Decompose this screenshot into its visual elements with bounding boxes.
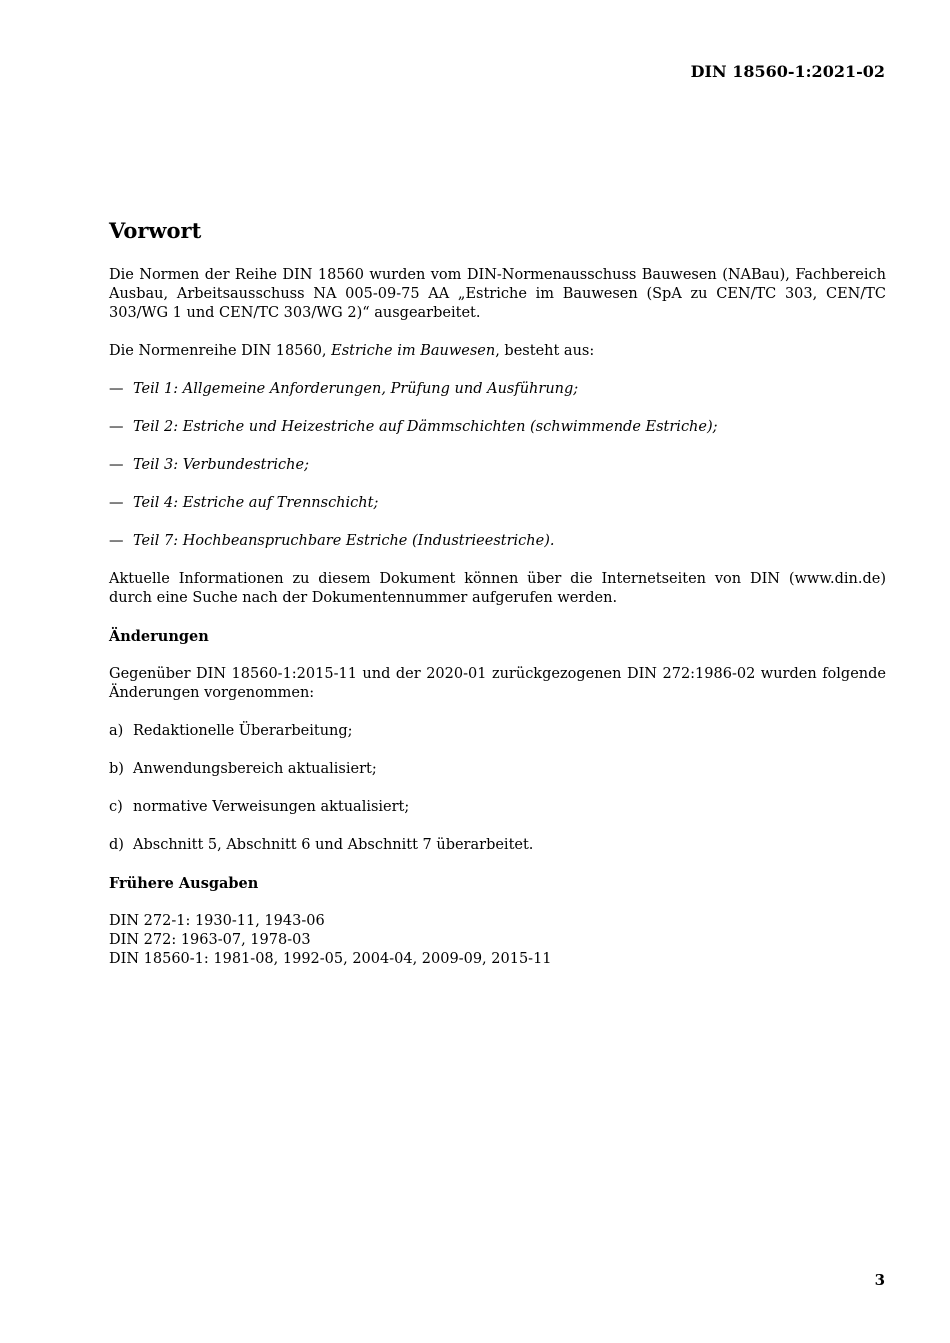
list-marker: — [109, 419, 124, 435]
list-marker: — [109, 457, 124, 473]
list-item [109, 456, 886, 475]
editions-heading: Frühere Ausgaben [109, 875, 259, 892]
list-item-text: Teil 3: Verbundestriche; [133, 457, 309, 473]
series-paragraph [109, 342, 886, 361]
intro-paragraph: Die Normen der Reihe DIN 18560 wurden vom DIN-Normenausschuss Bauwesen (NABau), Fachbereich Ausbau, Arbeitsausschuss NA 005-09-75 AA „Estriche im Bauwesen (SpA zu CEN/TC 303, CEN/TC 303/WG 1 und CEN/TC 303/WG 2)“ ausgearbeitet. [109, 267, 886, 321]
list-marker: c) [109, 799, 123, 815]
list-item-text: Abschnitt 5, Abschnitt 6 und Abschnitt 7 überarbeitet. [133, 837, 534, 853]
edition-line: DIN 272: 1963-07, 1978-03 [109, 932, 311, 948]
page-title: Vorwort [109, 218, 202, 243]
info-paragraph: Aktuelle Informationen zu diesem Dokument können über die Internetseiten von DIN (www.din.de) durch eine Suche nach der Dokumentennummer aufgerufen werden. [109, 571, 886, 606]
foreword-section [109, 218, 886, 969]
list-marker: a) [109, 723, 124, 739]
edition-line: DIN 272-1: 1930-11, 1943-06 [109, 913, 325, 929]
list-item [109, 494, 886, 513]
list-item-text: Teil 4: Estriche auf Trennschicht; [133, 495, 379, 511]
list-item-text: Teil 7: Hochbeanspruchbare Estriche (Industrieestriche). [133, 533, 555, 549]
list-marker: d) [109, 837, 124, 853]
list-item-text: Redaktionelle Überarbeitung; [133, 723, 353, 739]
list-item [109, 722, 886, 741]
edition-line: DIN 18560-1: 1981-08, 1992-05, 2004-04, 2009-09, 2015-11 [109, 951, 552, 967]
list-item-text: Teil 2: Estriche und Heizestriche auf Dämmschichten (schwimmende Estriche); [133, 419, 718, 435]
list-item-text: Teil 1: Allgemeine Anforderungen, Prüfung und Ausführung; [133, 381, 579, 397]
list-item-text: normative Verweisungen aktualisiert; [133, 799, 410, 815]
editions-list [109, 912, 886, 969]
document-id: DIN 18560-1:2021-02 [690, 62, 885, 81]
series-title: Estriche im Bauwesen [331, 343, 496, 359]
changes-heading: Änderungen [109, 628, 209, 645]
list-marker: — [109, 495, 124, 511]
list-item-text: Anwendungsbereich aktualisiert; [133, 761, 377, 777]
list-item [109, 380, 886, 399]
changes-intro: Gegenüber DIN 18560-1:2015-11 und der 2020-01 zurückgezogenen DIN 272:1986-02 wurden folgende Änderungen vorgenommen: [109, 666, 886, 701]
page-number: 3 [874, 1271, 885, 1289]
series-prefix: Die Normenreihe DIN 18560, [109, 343, 332, 359]
list-item [109, 532, 886, 551]
list-marker: — [109, 533, 124, 549]
list-item [109, 760, 886, 779]
list-item [109, 836, 886, 855]
list-item [109, 418, 886, 437]
parts-list [109, 380, 886, 551]
list-item [109, 798, 886, 817]
list-marker: — [109, 381, 124, 397]
series-suffix: , besteht aus: [495, 343, 595, 359]
changes-list [109, 722, 886, 855]
list-marker: b) [109, 761, 124, 777]
